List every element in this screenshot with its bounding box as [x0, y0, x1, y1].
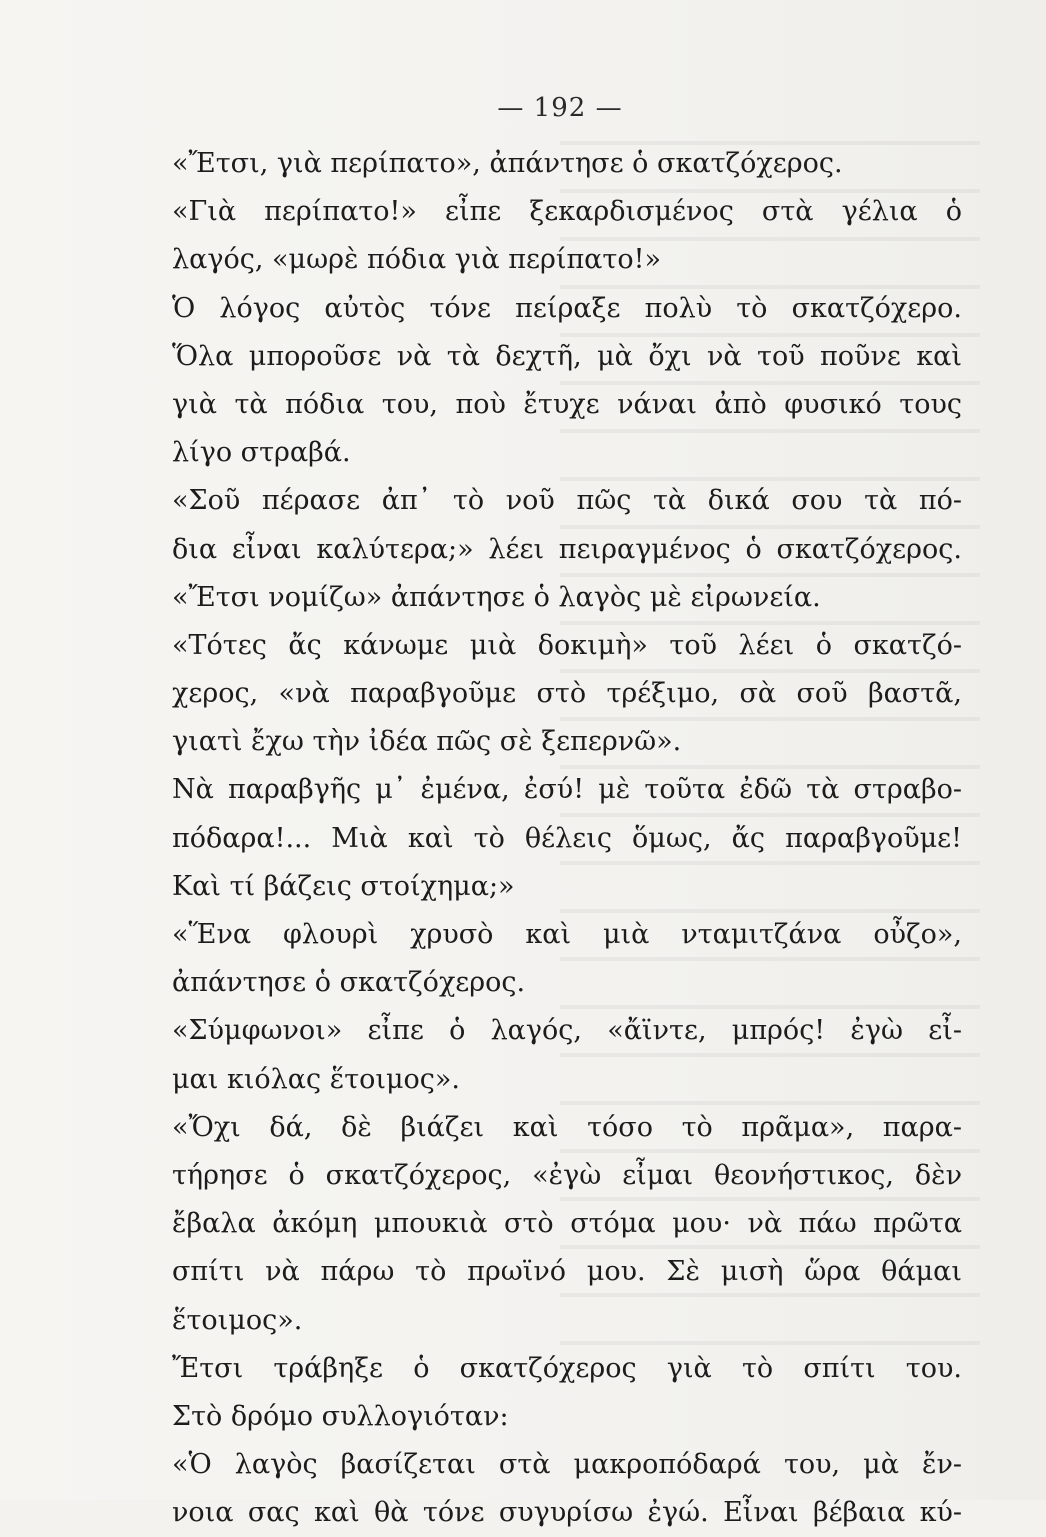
- text-line: γιὰ τὰ πόδια του, ποὺ ἔτυχε νάναι ἀπὸ φυσικό τους: [172, 388, 962, 420]
- text-line: σπίτι νὰ πάρω τὸ πρωϊνό μου. Σὲ μισὴ ὥρα θάμαι: [172, 1256, 962, 1288]
- text-line: «Τότες ἄς κάνωμε μιὰ δοκιμὴ» τοῦ λέει ὁ σκατζό-: [172, 629, 962, 661]
- text-line: μαι κιόλας ἕτοιμος».: [172, 1063, 461, 1095]
- text-line: «Σύμφωνοι» εἶπε ὁ λαγός, «ἄϊντε, μπρός! ἐγὼ εἶ-: [172, 1015, 962, 1047]
- text-line: λαγός, «μωρὲ πόδια γιὰ περίπατο!»: [172, 244, 661, 276]
- text-line: Νὰ παραβγῆς μ᾽ ἐμένα, ἐσύ! μὲ τοῦτα ἐδῶ τὰ στραβο-: [172, 774, 962, 806]
- text-line: λίγο στραβά.: [172, 437, 351, 469]
- text-line: χερος, «νὰ παραβγοῦμε στὸ τρέξιμο, σὰ σοῦ βαστᾶ,: [172, 678, 962, 710]
- body-text: [172, 140, 962, 1537]
- text-line: ἀπάντησε ὁ σκατζόχερος.: [172, 967, 526, 999]
- text-line: Στὸ δρόμο συλλογιόταν:: [172, 1400, 509, 1432]
- text-line: Ὅλα μποροῦσε νὰ τὰ δεχτῆ, μὰ ὄχι νὰ τοῦ ποῦνε καὶ: [172, 340, 962, 372]
- text-line: «Σοῦ πέρασε ἀπ᾽ τὸ νοῦ πῶς τὰ δικά σου τὰ πό-: [172, 485, 962, 517]
- text-line: δια εἶναι καλύτερα;» λέει πειραγμένος ὁ σκατζόχερος.: [172, 533, 962, 565]
- text-line: Καὶ τί βάζεις στοίχημα;»: [172, 870, 515, 902]
- text-line: πόδαρα!... Μιὰ καὶ τὸ θέλεις ὅμως, ἄς παραβγοῦμε!: [172, 822, 962, 854]
- page-number: — 192 —: [497, 93, 623, 123]
- text-line: Ἔτσι τράβηξε ὁ σκατζόχερος γιὰ τὸ σπίτι του.: [172, 1352, 962, 1384]
- text-line: ἔβαλα ἀκόμη μπουκιὰ στὸ στόμα μου· νὰ πάω πρῶτα: [172, 1208, 962, 1240]
- text-line: «Ὁ λαγὸς βασίζεται στὰ μακροπόδαρά του, μὰ ἔν-: [172, 1449, 962, 1481]
- text-line: «Ἔτσι, γιὰ περίπατο», ἀπάντησε ὁ σκατζόχερος.: [172, 148, 843, 179]
- text-line: Ὁ λόγος αὐτὸς τόνε πείραξε πολὺ τὸ σκατζόχερο.: [172, 292, 962, 324]
- text-line: τήρησε ὁ σκατζόχερος, «ἐγὼ εἶμαι θεονήστικος, δὲν: [172, 1159, 962, 1191]
- text-line: «Ὄχι δά, δὲ βιάζει καὶ τόσο τὸ πρᾶμα», παρα-: [172, 1111, 962, 1143]
- text-line: «Ἔτσι νομίζω» ἀπάντησε ὁ λαγὸς μὲ εἰρωνεία.: [172, 581, 821, 613]
- text-line: «Γιὰ περίπατο!» εἶπε ξεκαρδισμένος στὰ γέλια ὁ: [172, 196, 962, 228]
- text-line: νοια σας καὶ θὰ τόνε συγυρίσω ἐγώ. Εἶναι βέβαια κύ-: [172, 1497, 962, 1529]
- text-line: γιατὶ ἔχω τὴν ἰδέα πῶς σὲ ξεπερνῶ».: [172, 726, 682, 758]
- text-line: ἕτοιμος».: [172, 1304, 303, 1336]
- text-line: «Ἕνα φλουρὶ χρυσὸ καὶ μιὰ νταμιτζάνα οὖζο»,: [172, 919, 962, 950]
